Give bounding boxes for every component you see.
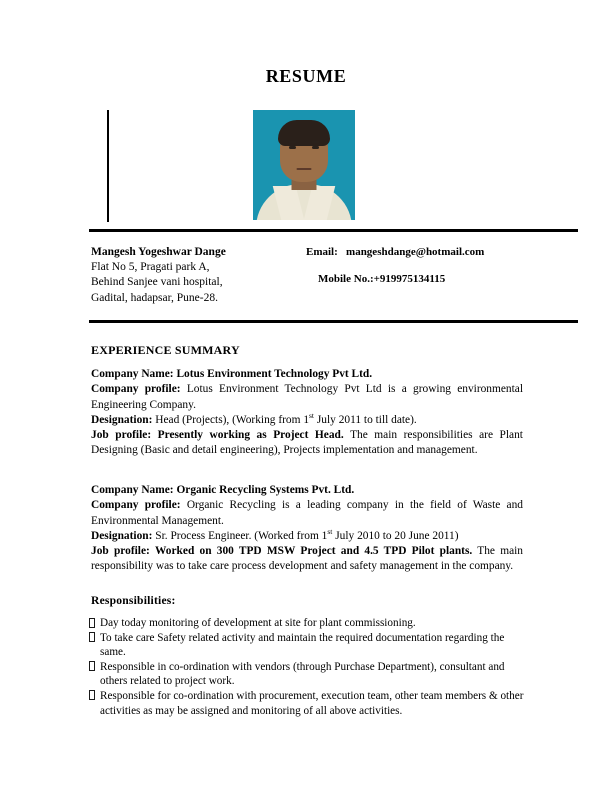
designation-ordinal-suffix: st [327,527,333,537]
designation-label: Designation: [91,529,153,542]
list-item [89,660,525,689]
designation-value-pre: Sr. Process Engineer. (Worked from 1 [155,529,328,542]
designation-label: Designation: [91,413,153,426]
bullet-box-icon [89,632,95,642]
address-line-3: Gadital, hadapsar, Pune-28. [91,291,218,304]
designation-value-post: July 2011 to till date). [314,413,417,426]
job-profile-highlight: Worked on 300 TPD MSW Project and 4.5 TPD Pilot plants. [155,545,473,558]
designation-line [91,529,523,544]
photo-eye-left [289,146,296,149]
company-profile-label: Company profile: [91,499,181,512]
bullet-box-icon [89,618,95,628]
experience-entry [91,483,523,575]
designation-value-pre: Head (Projects), (Working from 1 [155,413,310,426]
job-profile-label: Job profile: [91,429,152,442]
mobile-label: Mobile No.: [318,273,374,285]
photo-eyebrow-left [288,141,297,143]
bullet-box-icon [89,661,95,671]
company-profile-value: Lotus Environment Technology Pvt Ltd is a growing environmental Engineering Company. [91,383,524,411]
email-value[interactable]: mangeshdange@hotmail.com [346,246,485,258]
responsibilities-list [89,616,525,718]
company-name-label: Company Name: [91,368,174,380]
designation-value-post: July 2010 to 20 June 2011) [332,529,459,542]
email-label: Email: [306,246,338,258]
header-divider-top [89,229,578,232]
page-title: RESUME [265,66,347,86]
job-profile-value: The main responsibility was to take care process development and safety management in the company. [91,545,523,573]
photo-eyebrow-right [311,141,320,143]
candidate-photo [253,110,355,220]
company-profile-value: Organic Recycling is a leading company in the field of Waste and Environmental Management. [91,499,524,527]
company-profile-line [91,498,523,529]
designation-line [91,413,523,428]
photo-right-border [107,110,109,222]
company-profile-line [91,382,523,413]
job-profile-value: The main responsibilities are Plant Designing (Basic and detail engineering), Projects implementation and management. [91,429,523,457]
list-item-text: Responsible in co-ordination with vendors (through Purchase Department), consultant and others related to project work. [100,660,505,688]
company-name-line [91,483,523,498]
section-heading-responsibilities: Responsibilities: [91,594,176,607]
job-profile-label: Job profile: [91,545,150,558]
address-line-2: Behind Sanjee vani hospital, [91,276,223,289]
address-line-1: Flat No 5, Pragati park A, [91,261,210,274]
list-item [89,689,525,718]
job-profile-highlight: Presently working as Project Head. [157,429,344,442]
company-name-value: Organic Recycling Systems Pvt. Ltd. [176,484,355,496]
company-name-label: Company Name: [91,484,174,496]
experience-entry [91,367,523,459]
list-item-text: Day today monitoring of development at site for plant commissioning. [100,617,416,629]
section-heading-experience-summary: EXPERIENCE SUMMARY [91,343,240,357]
photo-image [253,110,355,220]
designation-ordinal-suffix: st [309,411,315,421]
mobile-row [306,273,556,285]
contact-details-block [306,246,556,285]
header-divider-bottom [89,320,578,323]
job-profile-line [91,544,523,575]
photo-mouth [297,168,312,170]
list-item [89,631,525,660]
email-row [306,246,556,258]
candidate-name: Mangesh Yogeshwar Dange [91,246,226,258]
list-item-text: Responsible for co-ordination with procurement, execution team, other team members & other activities as may be assigned and monitoring of all above activities. [100,689,524,717]
company-name-line [91,367,523,382]
bullet-box-icon [89,690,95,700]
list-item-text: To take care Safety related activity and maintain the required documentation regarding the same. [100,631,505,659]
list-item [89,616,525,631]
photo-hair [278,120,330,146]
mobile-value[interactable]: +919975134115 [373,273,446,285]
contact-address-block [91,245,301,306]
company-profile-label: Company profile: [91,383,181,396]
company-name-value: Lotus Environment Technology Pvt Ltd. [176,368,373,380]
photo-eye-right [312,146,319,149]
job-profile-line [91,428,523,459]
